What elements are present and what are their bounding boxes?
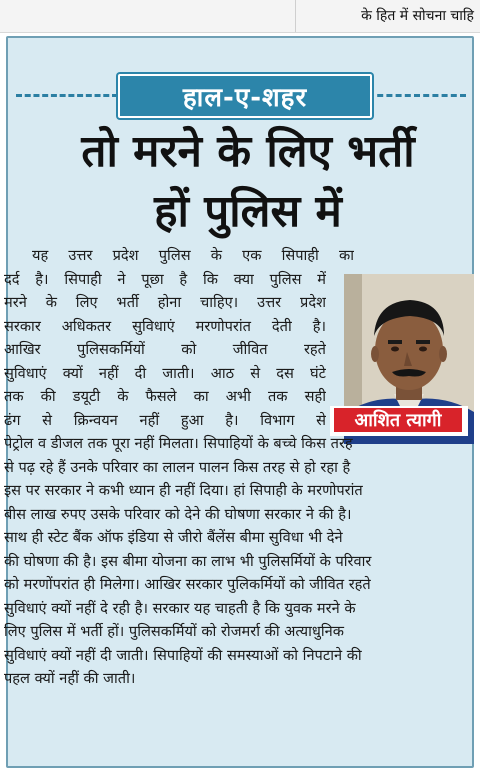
headline (28, 122, 468, 242)
body-line: सुविधाएं क्यों नहीं दी जाती। आठ से दस घंटे (4, 364, 326, 382)
body-line: बीस लाख रुपए उसके परिवार को देने की घोषणा सरकार ने की है। (4, 505, 352, 523)
body-line: आखिर पुलिसकर्मियों को जीवित रहते (4, 341, 326, 358)
headline-line-1: तो मरने के लिए भर्ती (81, 126, 415, 177)
adjacent-article-snippet: के हित में सोचना चाहि (361, 8, 474, 24)
body-line: लिए पुलिस में भर्ती हों। पुलिसकर्मियों को रोजमर्रा की अत्याधुनिक (4, 623, 344, 640)
headline-line-2: हों पुलिस में (154, 186, 342, 237)
body-line: पेट्रोल व डीजल तक पूरा नहीं मिलता। सिपाहियों के बच्चे किस तरह (4, 435, 353, 452)
body-line: पहल क्यों नहीं की जाती। (4, 670, 136, 687)
body-line: मरने के लिए भर्ती होना चाहिए। उत्तर प्रदेश (4, 294, 326, 311)
body-line: सरकार अधिकतर सुविधाएं मरणोपरांत देती है। (4, 317, 326, 335)
body-line: दर्द है। सिपाही ने पूछा है कि क्या पुलिस में (4, 270, 326, 288)
column-tag: हाल-ए-शहर (118, 74, 372, 118)
body-line: साथ ही स्टेट बैंक ऑफ इंडिया से जीरो बैंलेंस बीमा सुविधा भी देने (4, 529, 343, 546)
body-line: की घोषणा की है। इस बीमा योजना का लाभ भी पुलिसर्मियों के परिवार (4, 552, 372, 570)
body-line: ढंग से क्रिन्वयन नहीं हुआ है। विभाग से (4, 411, 326, 429)
dashed-rule-right (368, 94, 466, 97)
body-line: सुविधाएं क्यों नहीं दे रही है। सरकार यह चाहती है कि युवक मरने के (4, 599, 356, 617)
body-line: इस पर सरकार ने कभी ध्यान ही नहीं दिया। हां सिपाही के मरणोपरांत (4, 482, 363, 499)
author-name: आशित त्यागी (334, 408, 462, 432)
article-body (4, 244, 480, 691)
body-line: से पढ़ रहे हैं उनके परिवार का लालन पालन किस तरह से हो रहा है (4, 458, 351, 476)
body-line: यह उत्तर प्रदेश पुलिस के एक सिपाही का (32, 247, 354, 264)
column-rule (295, 0, 296, 32)
body-line: तक की डयूटी के फैसले का अभी तक सही (4, 388, 326, 405)
dashed-rule-left (16, 94, 118, 97)
adjacent-article-strip (0, 0, 480, 33)
body-line: को मरणोंपरांत ही मिलेगा। आखिर सरकार पुलिकर्मियों को जीवित रहते (4, 576, 371, 593)
body-line: सुविधाएं क्यों नहीं दी जाती। सिपाहियों की समस्याओं को निपटाने की (4, 646, 362, 664)
